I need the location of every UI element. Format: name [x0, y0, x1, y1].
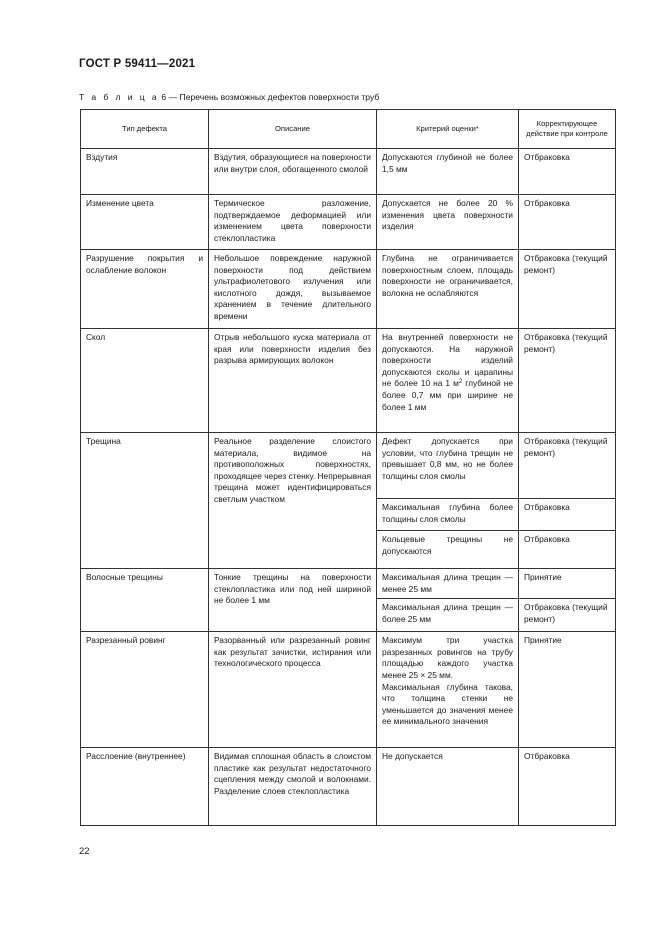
description-cell: Термическое разложение, подтверждаемое деформацией или изменением цвета поверхности стеклопластика: [209, 195, 377, 250]
criterion-cell: Максимальная глубина более толщины слоя смолы: [377, 499, 519, 531]
action-cell: Отбраковка (текущий ремонт): [519, 329, 616, 433]
table-row: [81, 433, 616, 499]
defect-type-cell: Трещина: [81, 433, 209, 569]
defect-type-cell: Скол: [81, 329, 209, 433]
table-row: [81, 632, 616, 748]
defect-type-cell: Вздутия: [81, 149, 209, 195]
description-cell: Небольшое повреждение наружной поверхности под действием ультрафиолетового излучения или кислотного дождя, вызываемое хранением в течение длительного времени: [209, 250, 377, 329]
column-header: Корректирующее действие при контроле: [519, 110, 616, 149]
criterion-cell: Глубина не ограничивается поверхностным слоем, площадь поверхности не ограничивается, волокна не ослабляются: [377, 250, 519, 329]
defect-type-cell: Волосные трещины: [81, 569, 209, 632]
defect-type-cell: Изменение цвета: [81, 195, 209, 250]
action-cell: Принятие: [519, 569, 616, 599]
document-header: ГОСТ Р 59411—2021: [79, 58, 196, 70]
defect-type-cell: Разрушение покрытия и ослабление волокон: [81, 250, 209, 329]
action-cell: Отбраковка: [519, 531, 616, 569]
criterion-text: Максимум три участка разрезанных ровингов на трубу площадью каждого участка менее 25 × 25 мм.: [382, 635, 513, 680]
table-row: [81, 329, 616, 433]
criterion-text: На внутренней поверхности не допускаются. На наружной поверхности изделий допускаются сколы и царапины не более 10 на 1 м: [382, 332, 513, 389]
criterion-cell: Кольцевые трещины не допускаются: [377, 531, 519, 569]
description-cell: Разорванный или разрезанный ровинг как результат зачистки, истирания или технологического процесса: [209, 632, 377, 748]
column-header: Тип дефекта: [81, 110, 209, 149]
criterion-cell: Не допускается: [377, 748, 519, 826]
table-header-row: [81, 110, 616, 149]
action-cell: Отбраковка: [519, 748, 616, 826]
defects-table: [80, 109, 616, 826]
description-cell: Вздутия, образующиеся на поверхности или внутри слоя, обогащенного смолой: [209, 149, 377, 195]
caption-number: 6: [161, 92, 167, 102]
criterion-cell: [377, 632, 519, 748]
defect-type-cell: Разрезанный ровинг: [81, 632, 209, 748]
page-number: 22: [79, 846, 90, 857]
description-cell: Отрыв небольшого куска материала от края или поверхности изделия без разрыва армирующих волокон: [209, 329, 377, 433]
criterion-cell: [377, 329, 519, 433]
table-row: [81, 195, 616, 250]
defect-type-cell: Расслоение (внутреннее): [81, 748, 209, 826]
table-row: [81, 748, 616, 826]
table-row: [81, 569, 616, 599]
column-header: Описание: [209, 110, 377, 149]
criterion-cell: Максимальная длина трещин — более 25 мм: [377, 599, 519, 632]
description-cell: Реальное разделение слоистого материала, видимое на противоположных поверхностях, проходящее через стенку. Непрерывная трещина может идентифицироваться светлым участком: [209, 433, 377, 569]
criterion-cell: Допускается не более 20 % изменения цвета поверхности изделия: [377, 195, 519, 250]
action-cell: Отбраковка (текущий ремонт): [519, 250, 616, 329]
table-caption: [79, 92, 379, 102]
action-cell: Отбраковка: [519, 499, 616, 531]
superscript: 2: [458, 379, 463, 386]
criterion-cell: Допускаются глубиной не более 1,5 мм: [377, 149, 519, 195]
column-header: Критерий оценки*: [377, 110, 519, 149]
caption-title: — Перечень возможных дефектов поверхности труб: [168, 92, 380, 102]
table-row: [81, 149, 616, 195]
caption-prefix: Т а б л и ц а: [79, 92, 159, 102]
action-cell: Отбраковка (текущий ремонт): [519, 599, 616, 632]
action-cell: Принятие: [519, 632, 616, 748]
action-cell: Отбраковка: [519, 195, 616, 250]
criterion-text: Максимальная глубина такова, что толщина стенки не уменьшается до значения менее ее минимального значения: [382, 681, 513, 727]
criterion-cell: Максимальная длина трещин — менее 25 мм: [377, 569, 519, 599]
action-cell: Отбраковка (текущий ремонт): [519, 433, 616, 499]
action-cell: Отбраковка: [519, 149, 616, 195]
description-cell: Видимая сплошная область в слоистом пластике как результат недостаточного сцепления между смолой и волокнами. Разделение слоев стеклопластика: [209, 748, 377, 826]
criterion-cell: Дефект допускается при условии, что глубина трещин не превышает 0,8 мм, но не более толщины слоя смолы: [377, 433, 519, 499]
table-row: [81, 250, 616, 329]
criterion-text: глубиной не более 0,7 мм при ширине не более 1 мм: [382, 378, 513, 412]
description-cell: Тонкие трещины на поверхности стеклопластика или под ней шириной не более 1 мм: [209, 569, 377, 632]
